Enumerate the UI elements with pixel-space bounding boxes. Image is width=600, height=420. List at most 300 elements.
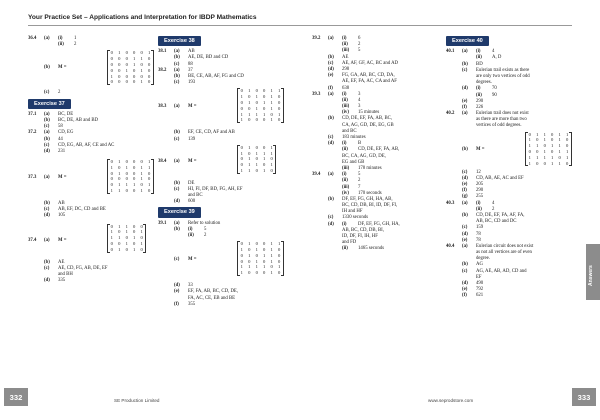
column-2	[158, 34, 281, 308]
answer-text: A, D	[492, 55, 502, 61]
matrix-cell: 0	[118, 176, 121, 182]
answer-text: vertices of odd degrees.	[476, 123, 522, 129]
part-label: (c)	[44, 124, 50, 130]
column-3	[312, 36, 440, 253]
subpart-label: (i)	[476, 200, 481, 206]
matrix-table	[238, 145, 275, 174]
side-tab-label: Answers	[588, 265, 594, 286]
answer-text: AB	[58, 201, 65, 207]
matrix-cell: 0	[118, 164, 121, 170]
matrix-cell: 1	[248, 264, 251, 270]
answer-text: CD, EG	[58, 130, 74, 136]
matrix-cell: 0	[110, 223, 113, 229]
exercise-heading: Exercise 39	[158, 207, 201, 217]
part-label: (e)	[462, 182, 468, 188]
adjacency-matrix	[526, 132, 571, 167]
matrix-cell: 0	[263, 88, 266, 94]
matrix-cell: 0	[270, 167, 273, 173]
matrix-name: M =	[188, 257, 197, 263]
matrix-cell: 1	[270, 94, 273, 100]
answer-text: BD	[476, 61, 483, 67]
answer-text: 2	[358, 178, 361, 184]
matrix-cell: 0	[240, 99, 243, 105]
matrix-cell: 1	[263, 167, 266, 173]
matrix-cell: 0	[133, 188, 136, 194]
part-label: (c)	[44, 207, 50, 213]
matrix-cell: 1	[551, 154, 554, 160]
header-divider	[28, 25, 572, 26]
part-label: (f)	[462, 293, 467, 299]
answer-text: 226	[476, 104, 484, 110]
answer-text: AE	[342, 54, 349, 60]
matrix-cell: 0	[240, 258, 243, 264]
part-label: (d)	[44, 278, 50, 284]
matrix-cell: 0	[125, 246, 128, 252]
matrix-name: M =	[58, 65, 67, 71]
matrix-cell: 1	[270, 258, 273, 264]
matrix-cell: 0	[543, 143, 546, 149]
subpart-label: (ii)	[476, 206, 482, 212]
matrix-cell: 0	[133, 170, 136, 176]
column-4	[446, 34, 570, 300]
matrix-cell: 0	[263, 144, 266, 150]
answer-text: 4	[492, 49, 495, 55]
matrix-cell: 0	[148, 67, 151, 73]
matrix-cell: 0	[133, 67, 136, 73]
part-label: (b)	[44, 259, 50, 265]
matrix-cell: 1	[133, 235, 136, 241]
part-label: (b)	[44, 201, 50, 207]
subpart-label: (i)	[476, 86, 481, 92]
question-number: 38.3	[158, 104, 167, 110]
matrix-cell: 1	[255, 247, 258, 253]
answer-text: AE	[58, 259, 65, 265]
matrix-cell: 0	[240, 88, 243, 94]
answer-text: Eulerian trail exists as there	[476, 67, 530, 73]
part-label: (a)	[328, 172, 334, 178]
footer-publisher: SE Production Limited	[114, 398, 160, 403]
part-label: (c)	[328, 215, 334, 221]
matrix-cell: 1	[566, 149, 569, 155]
matrix-cell: 0	[240, 105, 243, 111]
part-label: (b)	[174, 130, 180, 136]
part-label: (d)	[174, 283, 180, 289]
matrix-cell: 0	[133, 164, 136, 170]
matrix-cell: 1	[140, 56, 143, 62]
answer-text: 205	[476, 182, 484, 188]
matrix-cell: 0	[110, 79, 113, 85]
matrix-cell: 1	[263, 252, 266, 258]
answer-text: 88	[188, 61, 193, 67]
matrix-cell: 1	[528, 143, 531, 149]
matrix-cell: 1	[140, 79, 143, 85]
matrix-cell: 1	[248, 252, 251, 258]
answer-text: IH and HF	[342, 209, 363, 215]
matrix-cell: 1	[270, 88, 273, 94]
part-label: (d)	[44, 148, 50, 154]
question-number: 39.3	[312, 91, 321, 97]
matrix-cell: 1	[270, 105, 273, 111]
subpart-label: (i)	[342, 141, 347, 147]
exercise-heading: Exercise 40	[446, 36, 489, 46]
adjacency-matrix	[238, 241, 283, 276]
answer-text: 335	[58, 278, 66, 284]
matrix-cell: 1	[543, 154, 546, 160]
answer-text: 1330 seconds	[342, 215, 368, 221]
answer-text: HI, FI, DF, BD, FG, AH, EF	[188, 186, 243, 192]
matrix-name: M =	[188, 104, 197, 110]
matrix-name: M =	[476, 146, 485, 152]
matrix-cell: 1	[255, 150, 258, 156]
part-label: (a)	[328, 91, 334, 97]
matrix-block	[28, 157, 151, 201]
answer-text: AB, EF, DC, CD and BE	[58, 207, 106, 213]
matrix-cell: 0	[133, 241, 136, 247]
matrix-cell: 0	[133, 176, 136, 182]
part-label: (a)	[44, 237, 50, 243]
part-label: (d)	[328, 141, 334, 147]
matrix-cell: 1	[125, 182, 128, 188]
matrix-cell: 1	[133, 246, 136, 252]
answer-text: ID, DF, FI, IH, HF	[342, 234, 378, 239]
matrix-cell: 0	[278, 94, 281, 100]
matrix-cell: 0	[528, 131, 531, 137]
matrix-cell: 1	[270, 144, 273, 150]
question-number: 39.4	[312, 172, 321, 178]
matrix-table	[108, 50, 153, 85]
matrix-cell: 1	[551, 160, 554, 166]
matrix-cell: 1	[140, 164, 143, 170]
matrix-cell: 1	[248, 99, 251, 105]
subpart-label: (iii)	[342, 184, 350, 190]
matrix-cell: 1	[255, 94, 258, 100]
matrix-cell: 0	[551, 149, 554, 155]
matrix-table	[108, 159, 153, 194]
matrix-cell: 1	[278, 241, 281, 247]
subpart-label: (ii)	[476, 55, 482, 61]
matrix-cell: 1	[558, 143, 561, 149]
part-label: (b)	[44, 136, 50, 142]
matrix-cell: 0	[140, 235, 143, 241]
matrix-cell: 0	[270, 264, 273, 270]
matrix-cell: 1	[240, 264, 243, 270]
matrix-cell: 0	[278, 270, 281, 276]
part-label: (a)	[174, 67, 180, 73]
subpart-label: (iv)	[342, 110, 349, 116]
matrix-cell: 0	[125, 176, 128, 182]
matrix-cell: 0	[255, 117, 258, 123]
matrix-cell: 1	[543, 149, 546, 155]
matrix-cell: 0	[278, 247, 281, 253]
part-label: (b)	[174, 55, 180, 61]
answer-text: AE, DE, BD and CD	[188, 55, 229, 61]
matrix-cell: 0	[125, 188, 128, 194]
column-1	[28, 36, 151, 284]
matrix-cell: 1	[140, 176, 143, 182]
question-number: 38.1	[158, 49, 167, 55]
matrix-cell: 0	[240, 252, 243, 258]
matrix-cell: 1	[240, 94, 243, 100]
matrix-cell: 0	[255, 144, 258, 150]
matrix-cell: 1	[566, 131, 569, 137]
answer-text: BC, DE	[58, 111, 74, 117]
answer-text: 105	[58, 213, 66, 219]
matrix-cell: 1	[125, 67, 128, 73]
answer-text: and BC	[188, 193, 203, 199]
matrix-cell: 1	[133, 182, 136, 188]
matrix-cell: 1	[148, 182, 151, 188]
matrix-cell: 0	[558, 154, 561, 160]
matrix-cell: 0	[536, 160, 539, 166]
answer-text: 44	[58, 136, 63, 142]
matrix-cell: 0	[140, 246, 143, 252]
matrix-cell: 0	[133, 223, 136, 229]
matrix-cell: 1	[118, 246, 121, 252]
matrix-cell: 0	[148, 79, 151, 85]
matrix-cell: 0	[125, 235, 128, 241]
answer-text: 290	[476, 188, 484, 194]
matrix-cell: 1	[528, 137, 531, 143]
part-label: (d)	[462, 86, 468, 92]
question-number: 37.3	[28, 175, 37, 181]
matrix-cell: 1	[118, 182, 121, 188]
matrix-cell: 0	[248, 150, 251, 156]
subpart-label: (ii)	[58, 42, 64, 48]
answer-text: 78	[476, 237, 481, 243]
part-label: (b)	[174, 180, 180, 186]
answer-text: 5	[358, 172, 361, 178]
part-label: (f)	[462, 188, 467, 194]
part-label: (b)	[174, 73, 180, 79]
answer-text: AB	[188, 49, 195, 55]
answer-text: 139	[188, 136, 196, 142]
matrix-cell: 1	[558, 149, 561, 155]
part-label: (c)	[174, 257, 180, 263]
matrix-cell: 1	[248, 156, 251, 162]
part-label: (b)	[44, 117, 50, 123]
part-label: (b)	[462, 61, 468, 67]
matrix-cell: 0	[125, 73, 128, 79]
answer-text: 792	[476, 287, 484, 293]
adjacency-matrix	[238, 145, 275, 174]
answer-text: EG and GB	[342, 159, 365, 165]
question-number: 39.2	[312, 36, 321, 41]
part-label: (b)	[462, 212, 468, 218]
matrix-cell: 1	[263, 264, 266, 270]
answer-text: 33	[188, 283, 193, 289]
matrix-cell: 0	[125, 79, 128, 85]
matrix-cell: 0	[240, 241, 243, 247]
answer-text: as there are more than two	[476, 117, 527, 123]
answer-text: B	[358, 141, 362, 147]
part-label: (d)	[462, 231, 468, 237]
part-label: (b)	[328, 116, 334, 122]
subpart-label: (i)	[188, 226, 193, 232]
matrix-cell: 1	[270, 99, 273, 105]
matrix-cell: 0	[133, 73, 136, 79]
matrix-cell: 0	[278, 252, 281, 258]
matrix-cell: 0	[110, 241, 113, 247]
answer-text: 178 minutes	[358, 165, 382, 171]
matrix-cell: 1	[240, 167, 243, 173]
part-label: (d)	[462, 281, 468, 287]
matrix-cell: 0	[110, 170, 113, 176]
answer-text: 4	[492, 200, 495, 206]
matrix-cell: 0	[551, 131, 554, 137]
matrix-cell: 1	[536, 154, 539, 160]
question-number: 40.3	[446, 200, 455, 206]
matrix-cell: 1	[118, 223, 121, 229]
matrix-cell: 0	[255, 88, 258, 94]
answer-text: FA, AC, CE, EB and BE	[188, 295, 236, 301]
matrix-block	[28, 222, 146, 260]
matrix-cell: 1	[240, 111, 243, 117]
matrix-cell: 1	[110, 73, 113, 79]
part-label: (f)	[462, 104, 467, 110]
answer-text: 2	[204, 233, 207, 239]
matrix-cell: 1	[240, 247, 243, 253]
answer-row	[312, 246, 440, 252]
part-label: (b)	[462, 146, 468, 152]
matrix-cell: 0	[566, 160, 569, 166]
subpart-label: (iii)	[342, 165, 350, 171]
answer-text: 3	[358, 91, 361, 97]
part-label: (a)	[462, 49, 468, 55]
matrix-cell: 1	[263, 99, 266, 105]
part-label: (g)	[462, 194, 468, 200]
answer-text: DF, EF, FG, GH, HA,	[358, 221, 400, 227]
answer-text: Eulerian circuit does not exist	[476, 243, 534, 249]
matrix-cell: 1	[263, 156, 266, 162]
answer-text: and BC	[342, 128, 357, 134]
matrix-cell: 1	[125, 229, 128, 235]
matrix-block	[158, 143, 278, 181]
part-label: (c)	[44, 90, 50, 96]
matrix-cell: 1	[528, 160, 531, 166]
matrix-cell: 0	[110, 159, 113, 165]
question-number: 38.4	[158, 158, 167, 164]
part-label: (e)	[462, 287, 468, 293]
part-label: (c)	[328, 135, 334, 140]
matrix-cell: 0	[248, 117, 251, 123]
matrix-cell: 1	[140, 67, 143, 73]
matrix-cell: 1	[148, 159, 151, 165]
matrix-cell: 1	[240, 270, 243, 276]
matrix-cell: 1	[248, 162, 251, 168]
part-label: (b)	[462, 262, 468, 268]
subpart-label: (ii)	[342, 42, 348, 48]
matrix-cell: 1	[270, 252, 273, 258]
answer-text: 70	[492, 86, 497, 92]
matrix-cell: 1	[240, 150, 243, 156]
matrix-cell: 1	[140, 229, 143, 235]
matrix-cell: 0	[125, 61, 128, 67]
matrix-cell: 0	[263, 270, 266, 276]
matrix-cell: 1	[110, 229, 113, 235]
question-number: 38.2	[158, 67, 167, 73]
part-label: (d)	[44, 213, 50, 219]
matrix-cell: 0	[118, 79, 121, 85]
part-label: (c)	[174, 186, 180, 192]
matrix-name: M =	[188, 158, 197, 164]
answer-text: Refer to solution	[188, 220, 221, 226]
answer-text: 15 minutes	[358, 110, 380, 116]
matrix-cell: 0	[125, 170, 128, 176]
matrix-cell: 1	[140, 188, 143, 194]
answer-row	[158, 302, 278, 308]
matrix-cell: 0	[263, 105, 266, 111]
matrix-cell: 0	[110, 182, 113, 188]
matrix-cell: 0	[255, 270, 258, 276]
answer-text: AB, BC, CD, DB, BI,	[342, 227, 384, 233]
answer-text: Eulerian trail does not exist	[476, 111, 529, 117]
matrix-cell: 1	[551, 143, 554, 149]
answer-text: AB, BC, CD and DC	[476, 219, 517, 225]
matrix-table	[526, 132, 571, 167]
matrix-cell: 0	[255, 167, 258, 173]
part-label: (e)	[462, 98, 468, 104]
answer-row	[28, 213, 146, 219]
matrix-cell: 1	[543, 131, 546, 137]
matrix-cell: 1	[248, 144, 251, 150]
matrix-cell: 0	[255, 156, 258, 162]
matrix-cell: 0	[133, 79, 136, 85]
matrix-cell: 1	[558, 137, 561, 143]
matrix-cell: 0	[110, 176, 113, 182]
question-number: 37.1	[28, 111, 37, 117]
subpart-label: (i)	[476, 49, 481, 55]
answer-text: CD, DE, EF, FA, AB,	[358, 147, 400, 153]
matrix-cell: 0	[118, 67, 121, 73]
part-label: (c)	[328, 60, 334, 66]
matrix-cell: 0	[278, 105, 281, 111]
matrix-cell: 1	[255, 264, 258, 270]
matrix-cell: 1	[248, 88, 251, 94]
matrix-cell: 0	[255, 99, 258, 105]
matrix-cell: 0	[566, 143, 569, 149]
matrix-cell: 0	[255, 241, 258, 247]
part-label: (c)	[462, 67, 468, 73]
part-label: (c)	[174, 136, 180, 142]
matrix-cell: 1	[528, 154, 531, 160]
matrix-cell: 0	[248, 94, 251, 100]
part-label: (d)	[174, 199, 180, 205]
matrix-cell: 1	[278, 111, 281, 117]
answer-text: CD, DE, EF, FA, AB, BC,	[342, 116, 393, 122]
matrix-cell: 1	[248, 241, 251, 247]
matrix-cell: 1	[118, 188, 121, 194]
matrix-block	[446, 130, 570, 170]
matrix-cell: 0	[110, 50, 113, 56]
part-label: (a)	[462, 243, 468, 249]
answer-row	[446, 293, 570, 299]
matrix-cell: 0	[566, 137, 569, 143]
subpart-label: (iv)	[342, 190, 349, 196]
part-label: (d)	[462, 175, 468, 181]
part-label: (a)	[462, 111, 468, 117]
part-label: (c)	[462, 169, 468, 175]
matrix-cell: 1	[255, 162, 258, 168]
part-label: (c)	[174, 61, 180, 67]
matrix-cell: 0	[110, 61, 113, 67]
matrix-cell: 0	[528, 149, 531, 155]
matrix-cell: 0	[140, 182, 143, 188]
subpart-label: (ii)	[342, 246, 348, 252]
answer-text: 3	[358, 104, 361, 110]
part-label: (b)	[328, 196, 334, 202]
matrix-cell: 0	[270, 156, 273, 162]
matrix-cell: 1	[240, 117, 243, 123]
